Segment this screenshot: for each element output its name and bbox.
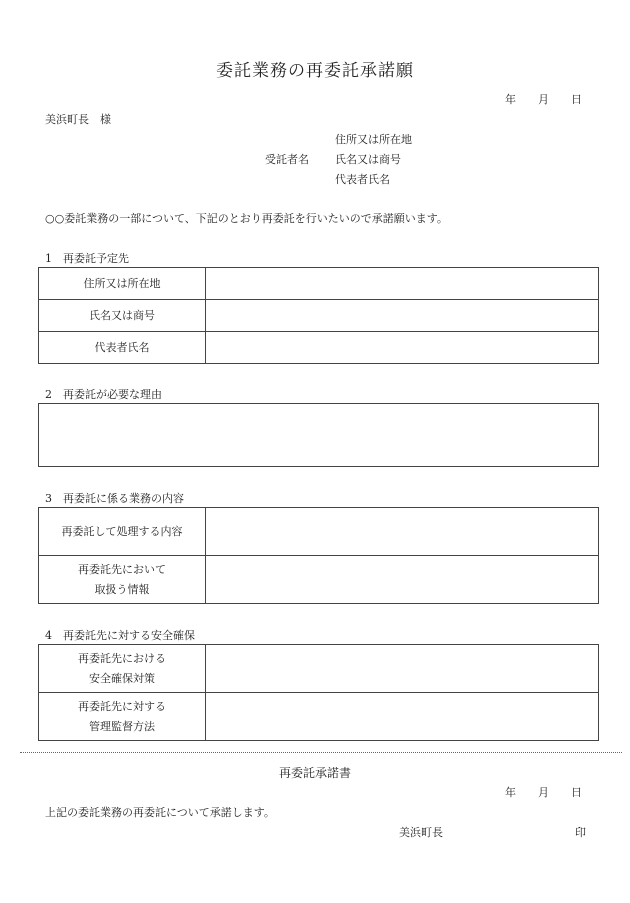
- process-content-cell[interactable]: [206, 508, 599, 556]
- document-title: 委託業務の再委託承諾願: [216, 61, 414, 81]
- addressee: 美浜町長 様: [45, 113, 111, 126]
- applicant-rep-label: 代表者氏名: [335, 173, 390, 186]
- label-line: 安全確保対策: [89, 671, 155, 685]
- date-year: 年: [505, 786, 516, 799]
- label-line: 再委託して処理する内容: [61, 524, 183, 538]
- table-row: [39, 300, 599, 332]
- seal-mark: 印: [575, 826, 586, 839]
- reason-box[interactable]: [38, 403, 599, 467]
- section1-table: [38, 267, 599, 364]
- applicant-role-label: 受託者名: [265, 153, 309, 166]
- table-row: [39, 645, 599, 693]
- applicant-address-label: 住所又は所在地: [335, 133, 412, 146]
- table-row: [39, 556, 599, 604]
- row-label: 住所又は所在地: [39, 268, 206, 300]
- approval-date: [505, 784, 582, 800]
- cut-line-divider: [20, 752, 622, 753]
- section4-title: 4 再委託先に対する安全確保: [45, 629, 195, 642]
- handled-info-cell[interactable]: [206, 556, 599, 604]
- representative-value-cell[interactable]: [206, 332, 599, 364]
- applicant-name-label: 氏名又は商号: [335, 153, 401, 166]
- section3-table: [38, 507, 599, 604]
- table-row: [39, 508, 599, 556]
- table-row: [39, 332, 599, 364]
- section3-title: 3 再委託に係る業務の内容: [45, 492, 184, 505]
- date-month: 月: [538, 93, 549, 106]
- address-value-cell[interactable]: [206, 268, 599, 300]
- section2-title: 2 再委託が必要な理由: [45, 388, 162, 401]
- date-month: 月: [538, 786, 549, 799]
- date-day: 日: [571, 786, 582, 799]
- row-label: [39, 645, 206, 693]
- section4-table: [38, 644, 599, 741]
- approval-title: 再委託承諾書: [278, 766, 351, 780]
- table-row: [39, 268, 599, 300]
- row-label: [39, 693, 206, 741]
- label-line: 取扱う情報: [94, 582, 150, 596]
- security-measures-cell[interactable]: [206, 645, 599, 693]
- name-value-cell[interactable]: [206, 300, 599, 332]
- date-day: 日: [571, 93, 582, 106]
- request-text: ○○委託業務の一部について、下記のとおり再委託を行いたいので承諾願います。: [45, 212, 448, 225]
- application-date: [505, 91, 582, 107]
- label-line: 再委託先に対する: [78, 699, 166, 713]
- label-line: 再委託先における: [78, 651, 166, 665]
- table-row: [39, 693, 599, 741]
- approval-text: 上記の委託業務の再委託について承諾します。: [45, 806, 275, 819]
- label-line: 管理監督方法: [89, 719, 155, 733]
- row-label: [39, 556, 206, 604]
- section1-title: 1 再委託予定先: [45, 252, 129, 265]
- row-label: 代表者氏名: [39, 332, 206, 364]
- date-year: 年: [505, 93, 516, 106]
- supervision-method-cell[interactable]: [206, 693, 599, 741]
- approval-signer: 美浜町長: [399, 826, 443, 839]
- label-line: 再委託先において: [78, 562, 166, 576]
- row-label: 氏名又は商号: [39, 300, 206, 332]
- row-label: [39, 508, 206, 556]
